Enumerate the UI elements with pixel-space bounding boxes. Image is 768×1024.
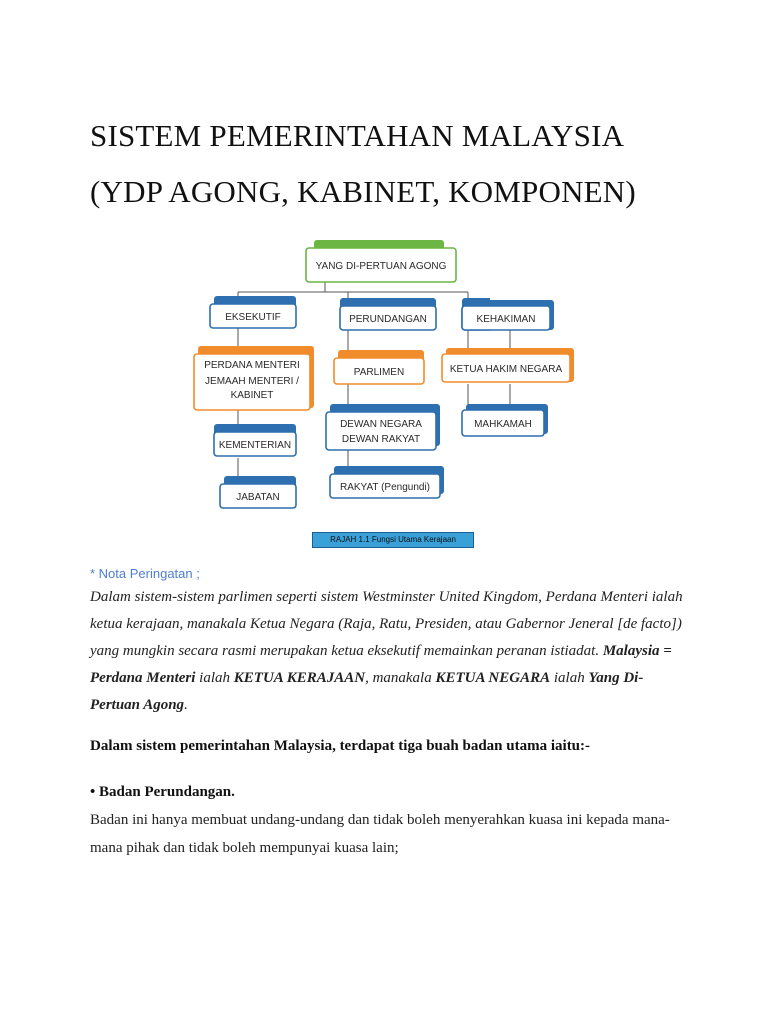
node-parlimen-label: PARLIMEN <box>353 367 405 378</box>
node-rakyat-label: RAKYAT (Pengundi) <box>339 482 431 493</box>
note-text-4: ialah <box>550 670 589 686</box>
node-dewan-line-2: DEWAN RAKYAT <box>341 434 421 445</box>
node-parlimen <box>334 350 424 384</box>
note-text-3: , manakala <box>365 670 436 686</box>
node-agong <box>306 240 456 282</box>
diagram-caption-text: RAJAH 1.1 Fungsi Utama Kerajaan <box>330 535 456 544</box>
node-perundangan <box>340 298 436 330</box>
note-paragraph <box>90 584 690 719</box>
node-kementerian <box>214 424 296 456</box>
section-heading: • Badan Perundangan. <box>90 784 235 800</box>
title-line-1: SISTEM PEMERINTAHAN MALAYSIA <box>90 118 625 153</box>
node-dewan-line-1: DEWAN NEGARA <box>340 419 422 430</box>
node-rakyat <box>330 466 444 498</box>
node-eksekutif-label: EKSEKUTIF <box>225 312 281 323</box>
note-text-2: ialah <box>195 670 234 686</box>
title-line-2: (YDP AGONG, KABINET, KOMPONEN) <box>90 174 636 209</box>
note-text-1: Dalam sistem-sistem parlimen seperti sistem Westminster United Kingdom, Perdana Menteri ialah ketua kerajaan, manakala Ketua Negara (Raja, Ratu, Presiden, atau Gabernor Jeneral [de facto]) yang mungkin secara rasmi merupakan ketua eksekutif memainkan peranan istiadat. <box>90 589 683 659</box>
page-title <box>90 108 730 220</box>
section-body: Badan ini hanya membuat undang-undang dan tidak boleh menyerahkan kuasa ini kepada mana-mana pihak dan tidak boleh mempunyai kuasa lain; <box>90 812 670 856</box>
diagram-right-column <box>440 290 580 490</box>
node-perdana-menteri <box>194 346 314 410</box>
node-perundangan-label: PERUNDANGAN <box>349 314 427 325</box>
node-kehakiman-label: KEHAKIMAN <box>476 314 536 325</box>
node-agong-label: YANG DI-PERTUAN AGONG <box>315 261 447 272</box>
node-pm-line-3: KABINET <box>230 390 274 401</box>
node-jabatan <box>220 476 296 508</box>
note-text-5: . <box>184 697 188 713</box>
node-dewan <box>326 404 440 450</box>
node-pm-line-2: JEMAAH MENTERI / <box>205 376 299 387</box>
node-kementerian-label: KEMENTERIAN <box>218 440 292 451</box>
node-pm-line-1: PERDANA MENTERI <box>204 360 300 371</box>
node-ketua-hakim-label: KETUA HAKIM NEGARA <box>449 364 563 375</box>
note-heading: * Nota Peringatan ; <box>90 566 200 581</box>
note-bold-1: Malaysia = Perdana Menteri <box>90 643 672 686</box>
node-mahkamah <box>462 404 548 436</box>
intro-paragraph: Dalam sistem pemerintahan Malaysia, terdapat tiga buah badan utama iaitu:- <box>90 738 591 754</box>
note-bold-2: KETUA KERAJAAN <box>233 670 366 686</box>
node-ketua-hakim <box>442 348 574 382</box>
diagram-caption <box>312 532 474 548</box>
node-kehakiman-right <box>462 300 554 330</box>
node-jabatan-label: JABATAN <box>236 492 280 503</box>
note-bold-4: Yang Di-Pertuan Agong <box>90 670 644 713</box>
node-eksekutif <box>210 296 296 328</box>
node-mahkamah-label: MAHKAMAH <box>474 419 532 430</box>
note-bold-3: KETUA NEGARA <box>435 670 551 686</box>
